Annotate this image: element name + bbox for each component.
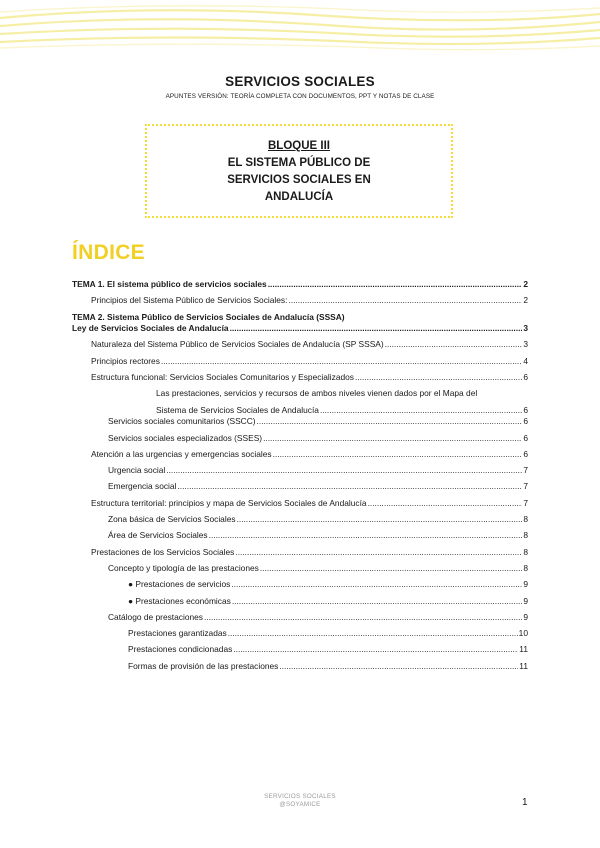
toc-page-number: 8 xyxy=(523,530,528,541)
toc-entry[interactable]: Catálogo de prestaciones ..... 9 xyxy=(72,611,528,627)
toc-page-number: 8 xyxy=(523,562,528,573)
toc-page-number: 6 xyxy=(523,371,528,382)
toc-page-number: 4 xyxy=(523,355,528,366)
footer xyxy=(0,793,600,808)
toc-entry[interactable]: Ley de Servicios Sociales de Andalucía ..... 3 xyxy=(72,322,528,338)
toc-page-number: 10 xyxy=(518,628,528,639)
toc-page-number: 6 xyxy=(523,448,528,459)
toc-entry[interactable]: ● Prestaciones de servicios ..... 9 xyxy=(72,578,528,594)
toc-page-number: 9 xyxy=(523,595,528,606)
block-title-line-2: SERVICIOS SOCIALES EN xyxy=(227,174,371,186)
toc-entry[interactable]: Servicios sociales especializados (SSES) ..... 6 xyxy=(72,432,528,448)
toc-entry[interactable]: Principios del Sistema Público de Servicios Sociales: ..... 2 xyxy=(72,294,528,310)
toc-page-number: 7 xyxy=(523,481,528,492)
toc-entry[interactable]: Principios rectores ..... 4 xyxy=(72,355,528,371)
block-title-box xyxy=(145,124,453,218)
page-number: 1 xyxy=(522,797,528,808)
toc-page-number: 6 xyxy=(523,416,528,427)
toc-entry[interactable]: Concepto y tipología de las prestaciones ..... 8 xyxy=(72,562,528,578)
toc-entry[interactable]: Prestaciones de los Servicios Sociales ..... 8 xyxy=(72,546,528,562)
toc-entry[interactable]: TEMA 2. Sistema Público de Servicios Sociales de Andalucía (SSSA) xyxy=(72,311,345,322)
table-of-contents xyxy=(72,278,528,676)
toc-page-number: 11 xyxy=(519,644,528,655)
footer-course-name: SERVICIOS SOCIALES xyxy=(264,793,336,800)
toc-page-number: 11 xyxy=(519,660,528,671)
toc-page-number: 3 xyxy=(523,323,528,334)
toc-page-number: 6 xyxy=(523,432,528,443)
toc-entry[interactable]: Servicios sociales comunitarios (SSCC) ..... 6 xyxy=(72,415,528,431)
toc-entry[interactable]: Emergencia social ..... 7 xyxy=(72,480,528,496)
document-title: SERVICIOS SOCIALES xyxy=(225,74,375,89)
toc-entry[interactable]: Zona básica de Servicios Sociales ..... 8 xyxy=(72,513,528,529)
toc-entry[interactable]: ● Prestaciones económicas ..... 9 xyxy=(72,595,528,611)
toc-entry[interactable]: Atención a las urgencias y emergencias sociales ..... 6 xyxy=(72,448,528,464)
toc-entry[interactable]: Estructura territorial: principios y mapa de Servicios Sociales de Andalucía ..... 7 xyxy=(72,497,528,513)
toc-entry[interactable]: Naturaleza del Sistema Público de Servicios Sociales de Andalucía (SP SSSA) ..... 3 xyxy=(72,338,528,354)
toc-page-number: 8 xyxy=(523,514,528,525)
toc-page-number: 8 xyxy=(523,546,528,557)
decorative-header-waves xyxy=(0,0,600,60)
footer-handle: @SOYAMICE xyxy=(279,800,321,808)
toc-page-number: 6 xyxy=(523,404,528,415)
block-title-line-3: ANDALUCÍA xyxy=(264,191,334,203)
index-heading: ÍNDICE xyxy=(72,241,145,264)
block-number: BLOQUE III xyxy=(268,140,330,152)
toc-entry[interactable]: Urgencia social ..... 7 xyxy=(72,464,528,480)
toc-page-number: 7 xyxy=(523,497,528,508)
toc-entry[interactable]: Prestaciones condicionadas ..... 11 xyxy=(72,643,528,659)
toc-entry-multiline[interactable]: Las prestaciones, servicios y recursos de ambos niveles vienen dados por el Mapa del Sistema de Servicios Sociales de Andalucía ..... 6 xyxy=(72,387,528,415)
toc-page-number: 2 xyxy=(523,295,528,306)
toc-entry[interactable]: Área de Servicios Sociales ..... 8 xyxy=(72,529,528,545)
toc-page-number: 2 xyxy=(523,279,528,289)
toc-page-number: 3 xyxy=(523,339,528,350)
toc-entry[interactable]: Estructura funcional: Servicios Sociales Comunitarios y Especializados ..... 6 xyxy=(72,371,528,387)
document-subtitle: APUNTES VERSIÓN: TEORÍA COMPLETA CON DOCUMENTOS, PPT Y NOTAS DE CLASE xyxy=(165,93,435,100)
toc-entry[interactable]: Formas de provisión de las prestaciones ..... 11 xyxy=(72,660,528,676)
toc-page-number: 9 xyxy=(523,579,528,590)
toc-page-number: 9 xyxy=(523,611,528,622)
toc-page-number: 7 xyxy=(523,465,528,476)
toc-entry[interactable]: Prestaciones garantizadas ..... 10 xyxy=(72,627,528,643)
block-title-line-1: EL SISTEMA PÚBLICO DE xyxy=(227,157,371,169)
toc-entry[interactable]: TEMA 1. El sistema público de servicios sociales ..... 2 xyxy=(72,278,528,294)
